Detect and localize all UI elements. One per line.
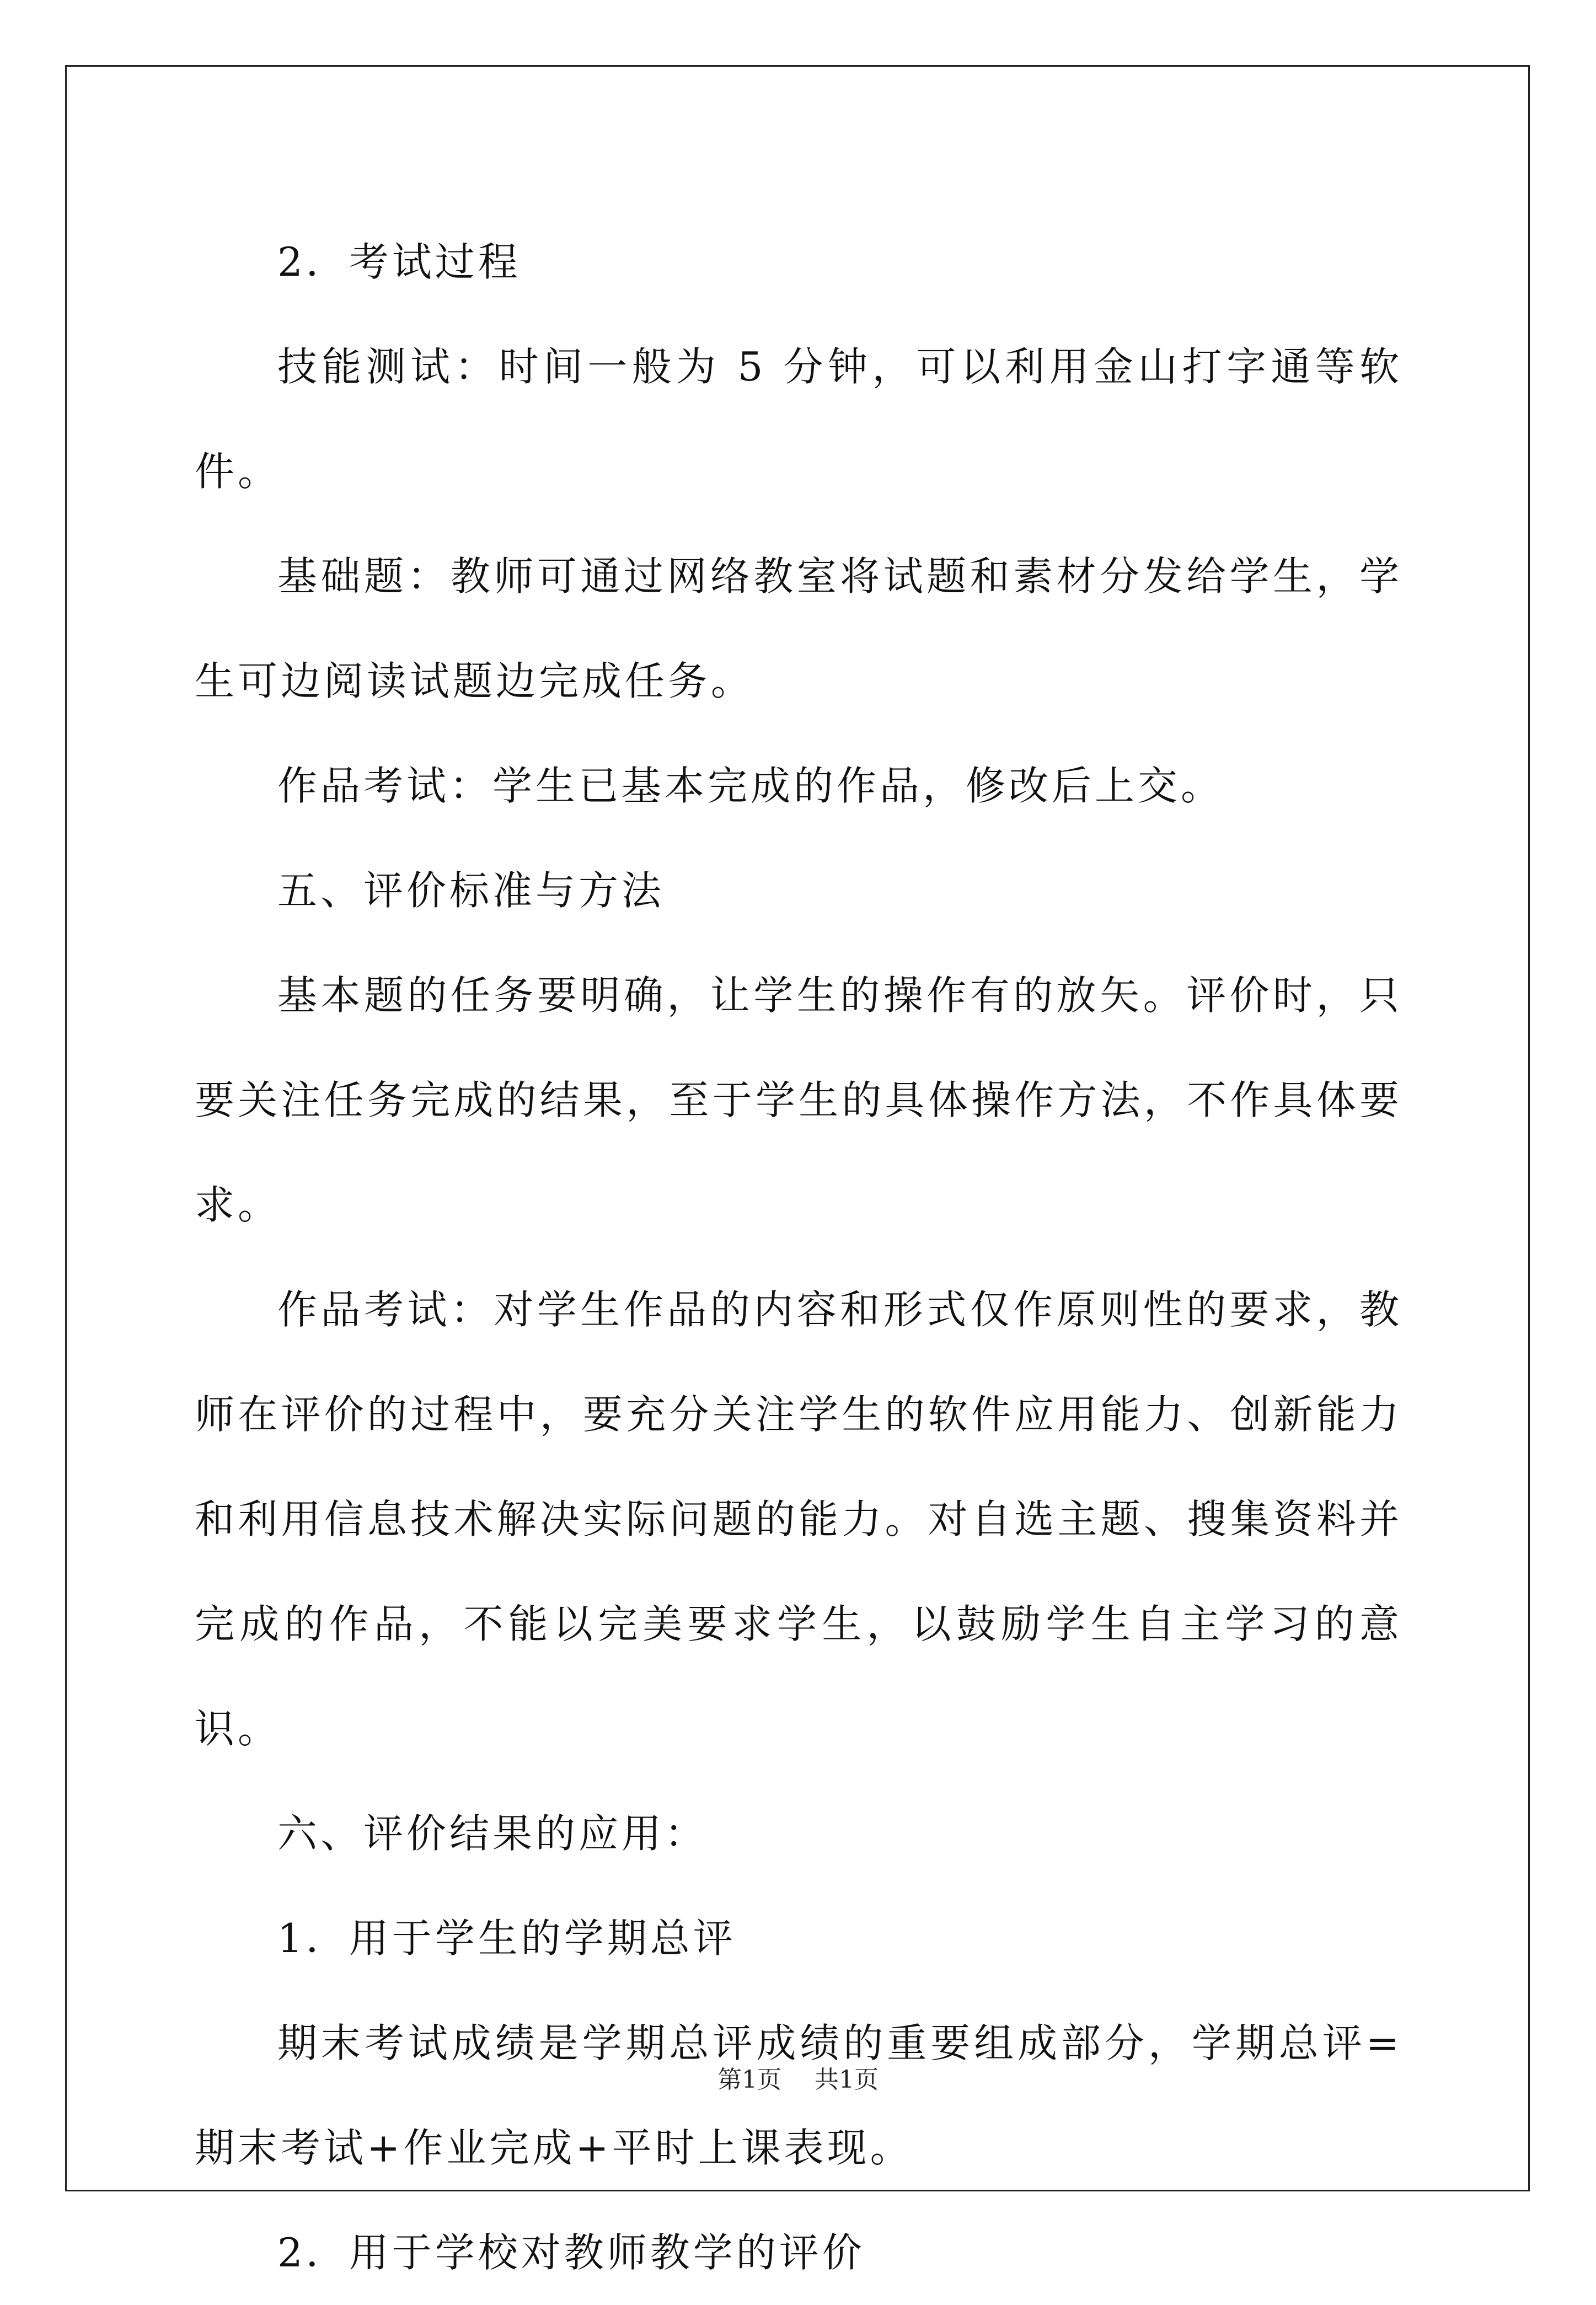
paragraph-work-exam: 作品考试：学生已基本完成的作品，修改后上交。 (277, 763, 1224, 809)
paragraph-work-exam-evaluation: 作品考试：对学生作品的内容和形式仅作原则性的要求，教师在评价的过程中，要充分关注学生的软件应用能力、创新能力和利用信息技术解决实际问题的能力。对自选主题、搜集资料并完成的作品，不能以完美要求学生，以鼓励学生自主学习的意识。 (195, 1286, 1402, 1752)
subheading-teacher-evaluation: 2．用于学校对教师教学的评价 (277, 2229, 865, 2276)
paragraph-skill-test: 技能测试：时间一般为 5 分钟，可以利用金山打字通等软件。 (195, 344, 1402, 495)
page-footer (0, 2060, 1596, 2095)
section-heading-evaluation-criteria: 五、评价标准与方法 (277, 867, 665, 914)
page-number: 第1页 (717, 2066, 781, 2094)
document-body (195, 210, 1402, 2305)
paragraph-basic-questions: 基础题：教师可通过网络教室将试题和素材分发给学生，学生可边阅读试题边完成任务。 (195, 553, 1402, 704)
page-total: 共1页 (815, 2066, 879, 2094)
section-heading-result-application: 六、评价结果的应用： (277, 1810, 708, 1857)
paragraph-exam-process-heading: 2．考试过程 (277, 239, 521, 285)
paragraph-term-score-composition: 期末考试成绩是学期总评成绩的重要组成部分，学期总评=期末考试+作业完成+平时上课表现。 (195, 2020, 1402, 2171)
subheading-student-term-evaluation: 1．用于学生的学期总评 (277, 1915, 736, 1961)
paragraph-basic-task-evaluation: 基本题的任务要明确，让学生的操作有的放矢。评价时，只要关注任务完成的结果，至于学生的具体操作方法，不作具体要求。 (195, 972, 1402, 1228)
